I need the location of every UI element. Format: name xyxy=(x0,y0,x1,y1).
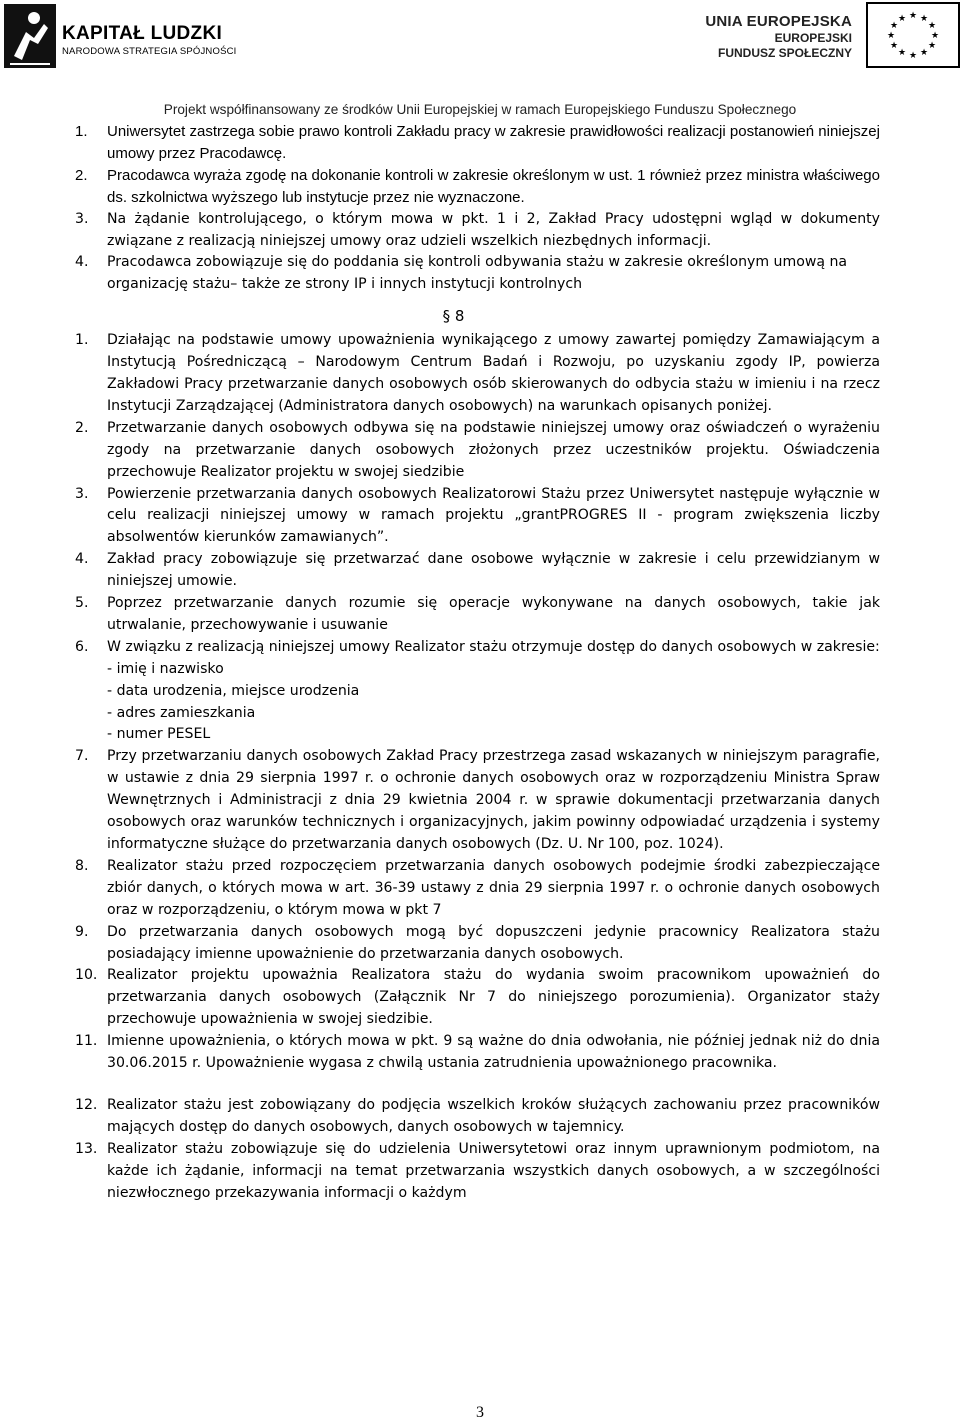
list-item xyxy=(75,209,880,253)
svg-text:★: ★ xyxy=(908,11,918,21)
sub-list-item: - imię i nazwisko xyxy=(107,660,224,677)
list-item-text: Powierzenie przetwarzania danych osobowych Realizatorowi Stażu przez Uniwersytet następuje wyłącznie w celu realizacji niniejszej umowy w ramach projektu „grantPROGRES II - program zwiększenia liczby absolwentów kierunków zamawianych”. xyxy=(107,485,880,546)
list-item xyxy=(75,252,880,296)
list-item xyxy=(75,593,880,637)
list-item xyxy=(75,418,880,484)
list-item-number: 10. xyxy=(75,967,98,984)
list-item-number: 9. xyxy=(75,923,89,940)
list-item-text: Przetwarzanie danych osobowych odbywa się na podstawie niniejszej umowy oraz oświadczeń o wyrażeniu zgody na przetwarzanie danych osobowych złożonych przez uczestników projektu. Oświadczenia przechowuje Realizator projektu w swojej siedzibie xyxy=(107,419,880,480)
sub-list-item: - data urodzenia, miejsce urodzenia xyxy=(107,682,360,699)
list-item-number: 7. xyxy=(75,748,89,765)
list-item xyxy=(75,1095,880,1139)
svg-text:★: ★ xyxy=(919,48,929,58)
list-item-number: 5. xyxy=(75,595,89,612)
eu-flag-icon xyxy=(866,2,960,68)
list-item xyxy=(75,484,880,550)
svg-text:★: ★ xyxy=(927,21,937,31)
list-item xyxy=(75,746,880,856)
sub-list-item: - adres zamieszkania xyxy=(107,704,256,721)
left-logo-title: KAPITAŁ LUDZKI xyxy=(62,23,223,44)
list-item-text: Realizator projektu upoważnia Realizatora stażu do wydania swoim pracownikom upoważnień do przetwarzania danych osobowych (Załącznik Nr 7 do niniejszego porozumienia). Organizator staży przechowuje upoważnienia w swojej siedzibie. xyxy=(107,967,880,1028)
svg-text:★: ★ xyxy=(889,41,899,51)
right-logo-title: UNIA EUROPEJSKA xyxy=(705,13,852,30)
list-item-text: Poprzez przetwarzanie danych rozumie się operacje wykonywane na danych osobowych, takie jak utrwalanie, przechowywanie i usuwanie xyxy=(107,595,880,633)
list-item-number: 4. xyxy=(75,254,89,271)
list-item-text: Na żądanie kontrolującego, o którym mowa w pkt. 1 i 2, Zakład Pracy udostępni wgląd w dokumenty związane z realizacją niniejszej umowy oraz udzieli wszelkich niezbędnych informacji. xyxy=(107,210,880,249)
svg-text:★: ★ xyxy=(927,41,937,51)
svg-text:★: ★ xyxy=(889,21,899,31)
paragraph-gap xyxy=(75,1075,880,1095)
right-logo-line3: FUNDUSZ SPOŁECZNY xyxy=(717,46,852,60)
list-item xyxy=(75,549,880,593)
list-item-number: 6. xyxy=(75,638,89,655)
list-item-number: 4. xyxy=(75,551,89,568)
list-item-number: 2. xyxy=(75,166,88,184)
list-item xyxy=(75,856,880,922)
sub-list-item: - numer PESEL xyxy=(107,726,211,743)
list-item xyxy=(75,1031,880,1075)
list-item xyxy=(75,121,880,165)
page-number: 3 xyxy=(476,1404,484,1421)
svg-text:★: ★ xyxy=(930,31,940,41)
list-item xyxy=(75,1139,880,1205)
svg-text:★: ★ xyxy=(886,31,896,41)
list-item-number: 12. xyxy=(75,1096,98,1113)
list-item-text: Przy przetwarzaniu danych osobowych Zakład Pracy przestrzega zasad wskazanych w niniejszym paragrafie, w ustawie z dnia 29 sierpnia 1997 r. o ochronie danych osobowych oraz w rozporządzeniu Ministra Spraw Wewnętrznych i Administracji z dnia 29 kwietnia 2004 r. w sprawie dokumentacji przetwarzania danych osobowych oraz warunków technicznych i organizacyjnych, jakim powinny odpowiadać urządzenia i systemy informatyczne służące do przetwarzania danych osobowych (Dz. U. Nr 100, poz. 1024). xyxy=(107,748,880,852)
list-item-number: 11. xyxy=(75,1033,98,1050)
section-heading: § 8 xyxy=(442,307,465,326)
list-item-text: Uniwersytet zastrzega sobie prawo kontroli Zakładu pracy w zakresie prawidłowości realizacji postanowień niniejszej umowy przez Pracodawcę. xyxy=(107,123,880,162)
list-item-text: Realizator stażu jest zobowiązany do podjęcia wszelkich kroków służących zachowaniu przez pracowników mających dostęp do danych osobowych, danych osobowych w tajemnicy. xyxy=(107,1096,880,1135)
list-item-number: 3. xyxy=(75,210,89,227)
data-scope-list xyxy=(107,659,880,747)
list-item xyxy=(75,165,880,209)
list-item-text: Pracodawca wyraża zgodę na dokonanie kontroli w zakresie określonym w ust. 1 również przez ministra właściwego ds. szkolnictwa wyższego lub instytucje przez nie wyznaczone. xyxy=(107,166,880,206)
eu-wordmark xyxy=(705,13,852,61)
svg-text:★: ★ xyxy=(897,14,907,24)
list-item-text-block xyxy=(107,637,880,747)
list-item-text: Pracodawca zobowiązuje się do poddania się kontroli odbywania stażu w zakresie określonym umową na organizację stażu– także ze strony IP i innych instytucji kontrolnych xyxy=(107,254,848,293)
left-logo-subtitle: NARODOWA STRATEGIA SPÓJNOŚCI xyxy=(62,46,237,57)
right-logo-line2: EUROPEJSKI xyxy=(774,31,852,45)
list-item-text: Imienne upoważnienia, o których mowa w pkt. 9 są ważne do dnia odwołania, nie później jednak niż do dnia 30.06.2015 r. Upoważnienie wygasa z chwilą ustania zatrudnienia upoważnionego pracownika. xyxy=(107,1033,880,1072)
list-item-text: Realizator stażu przed rozpoczęciem przetwarzania danych osobowych podejmie środki zabezpieczające zbiór danych, o których mowa w art. 36-39 ustawy z dnia 29 sierpnia 1997 r. o ochronie danych osobowych oraz w rozporządzeniu, o którym mowa w pkt 7 xyxy=(107,857,880,918)
page-header xyxy=(0,0,960,100)
svg-text:★: ★ xyxy=(919,14,929,24)
list-item-number: 8. xyxy=(75,857,89,874)
document-body xyxy=(75,121,880,1205)
list-item-number: 3. xyxy=(75,485,89,502)
kapital-ludzki-wordmark xyxy=(62,24,237,58)
svg-text:★: ★ xyxy=(908,51,918,61)
list-item-text: Działając na podstawie umowy upoważnienia wynikającego z umowy zawartej pomiędzy Zamawiającym a Instytucją Pośredniczącą – Narodowym Centrum Badań i Rozwoju, po uzyskaniu zgody IP, powierza Zakładowi Pracy przetwarzanie danych osobowych osób skierowanych do odbycia stażu w imieniu i na rzecz Instytucji Zarządzającej (Administratora danych osobowych) na warunkach opisanych poniżej. xyxy=(107,332,880,414)
list-item-number: 1. xyxy=(75,123,88,140)
svg-text:★: ★ xyxy=(897,48,907,58)
list-item xyxy=(75,965,880,1031)
list-item-number: 13. xyxy=(75,1140,98,1157)
list-item xyxy=(75,330,880,418)
list-item-number: 1. xyxy=(75,332,89,349)
list-item-text: Zakład pracy zobowiązuje się przetwarzać dane osobowe wyłącznie w zakresie i celu przewidzianym w niniejszej umowie. xyxy=(107,551,880,590)
list-item-text: W związku z realizacją niniejszej umowy Realizator stażu otrzymuje dostęp do danych osobowych w zakresie: xyxy=(107,638,880,655)
list-item-text: Realizator stażu zobowiązuje się do udzielenia Uniwersytetowi oraz innym uprawnionym podmiotom, na każde ich żądanie, informacji na temat przetwarzania wszystkich danych osobowych, a w szczególności niezwłocznego przekazywania informacji o każdym xyxy=(107,1140,880,1201)
kapital-ludzki-logo-icon xyxy=(4,4,56,68)
list-item xyxy=(75,637,880,747)
list-item xyxy=(75,922,880,966)
project-cofinancing-line: Projekt współfinansowany ze środków Unii Europejskiej w ramach Europejskiego Funduszu Społecznego xyxy=(163,102,797,117)
list-item-text: Do przetwarzania danych osobowych mogą być dopuszczeni jedynie pracownicy Realizatora stażu posiadający imienne upoważnienie do przetwarzania danych osobowych. xyxy=(107,923,880,962)
list-item-number: 2. xyxy=(75,419,89,436)
